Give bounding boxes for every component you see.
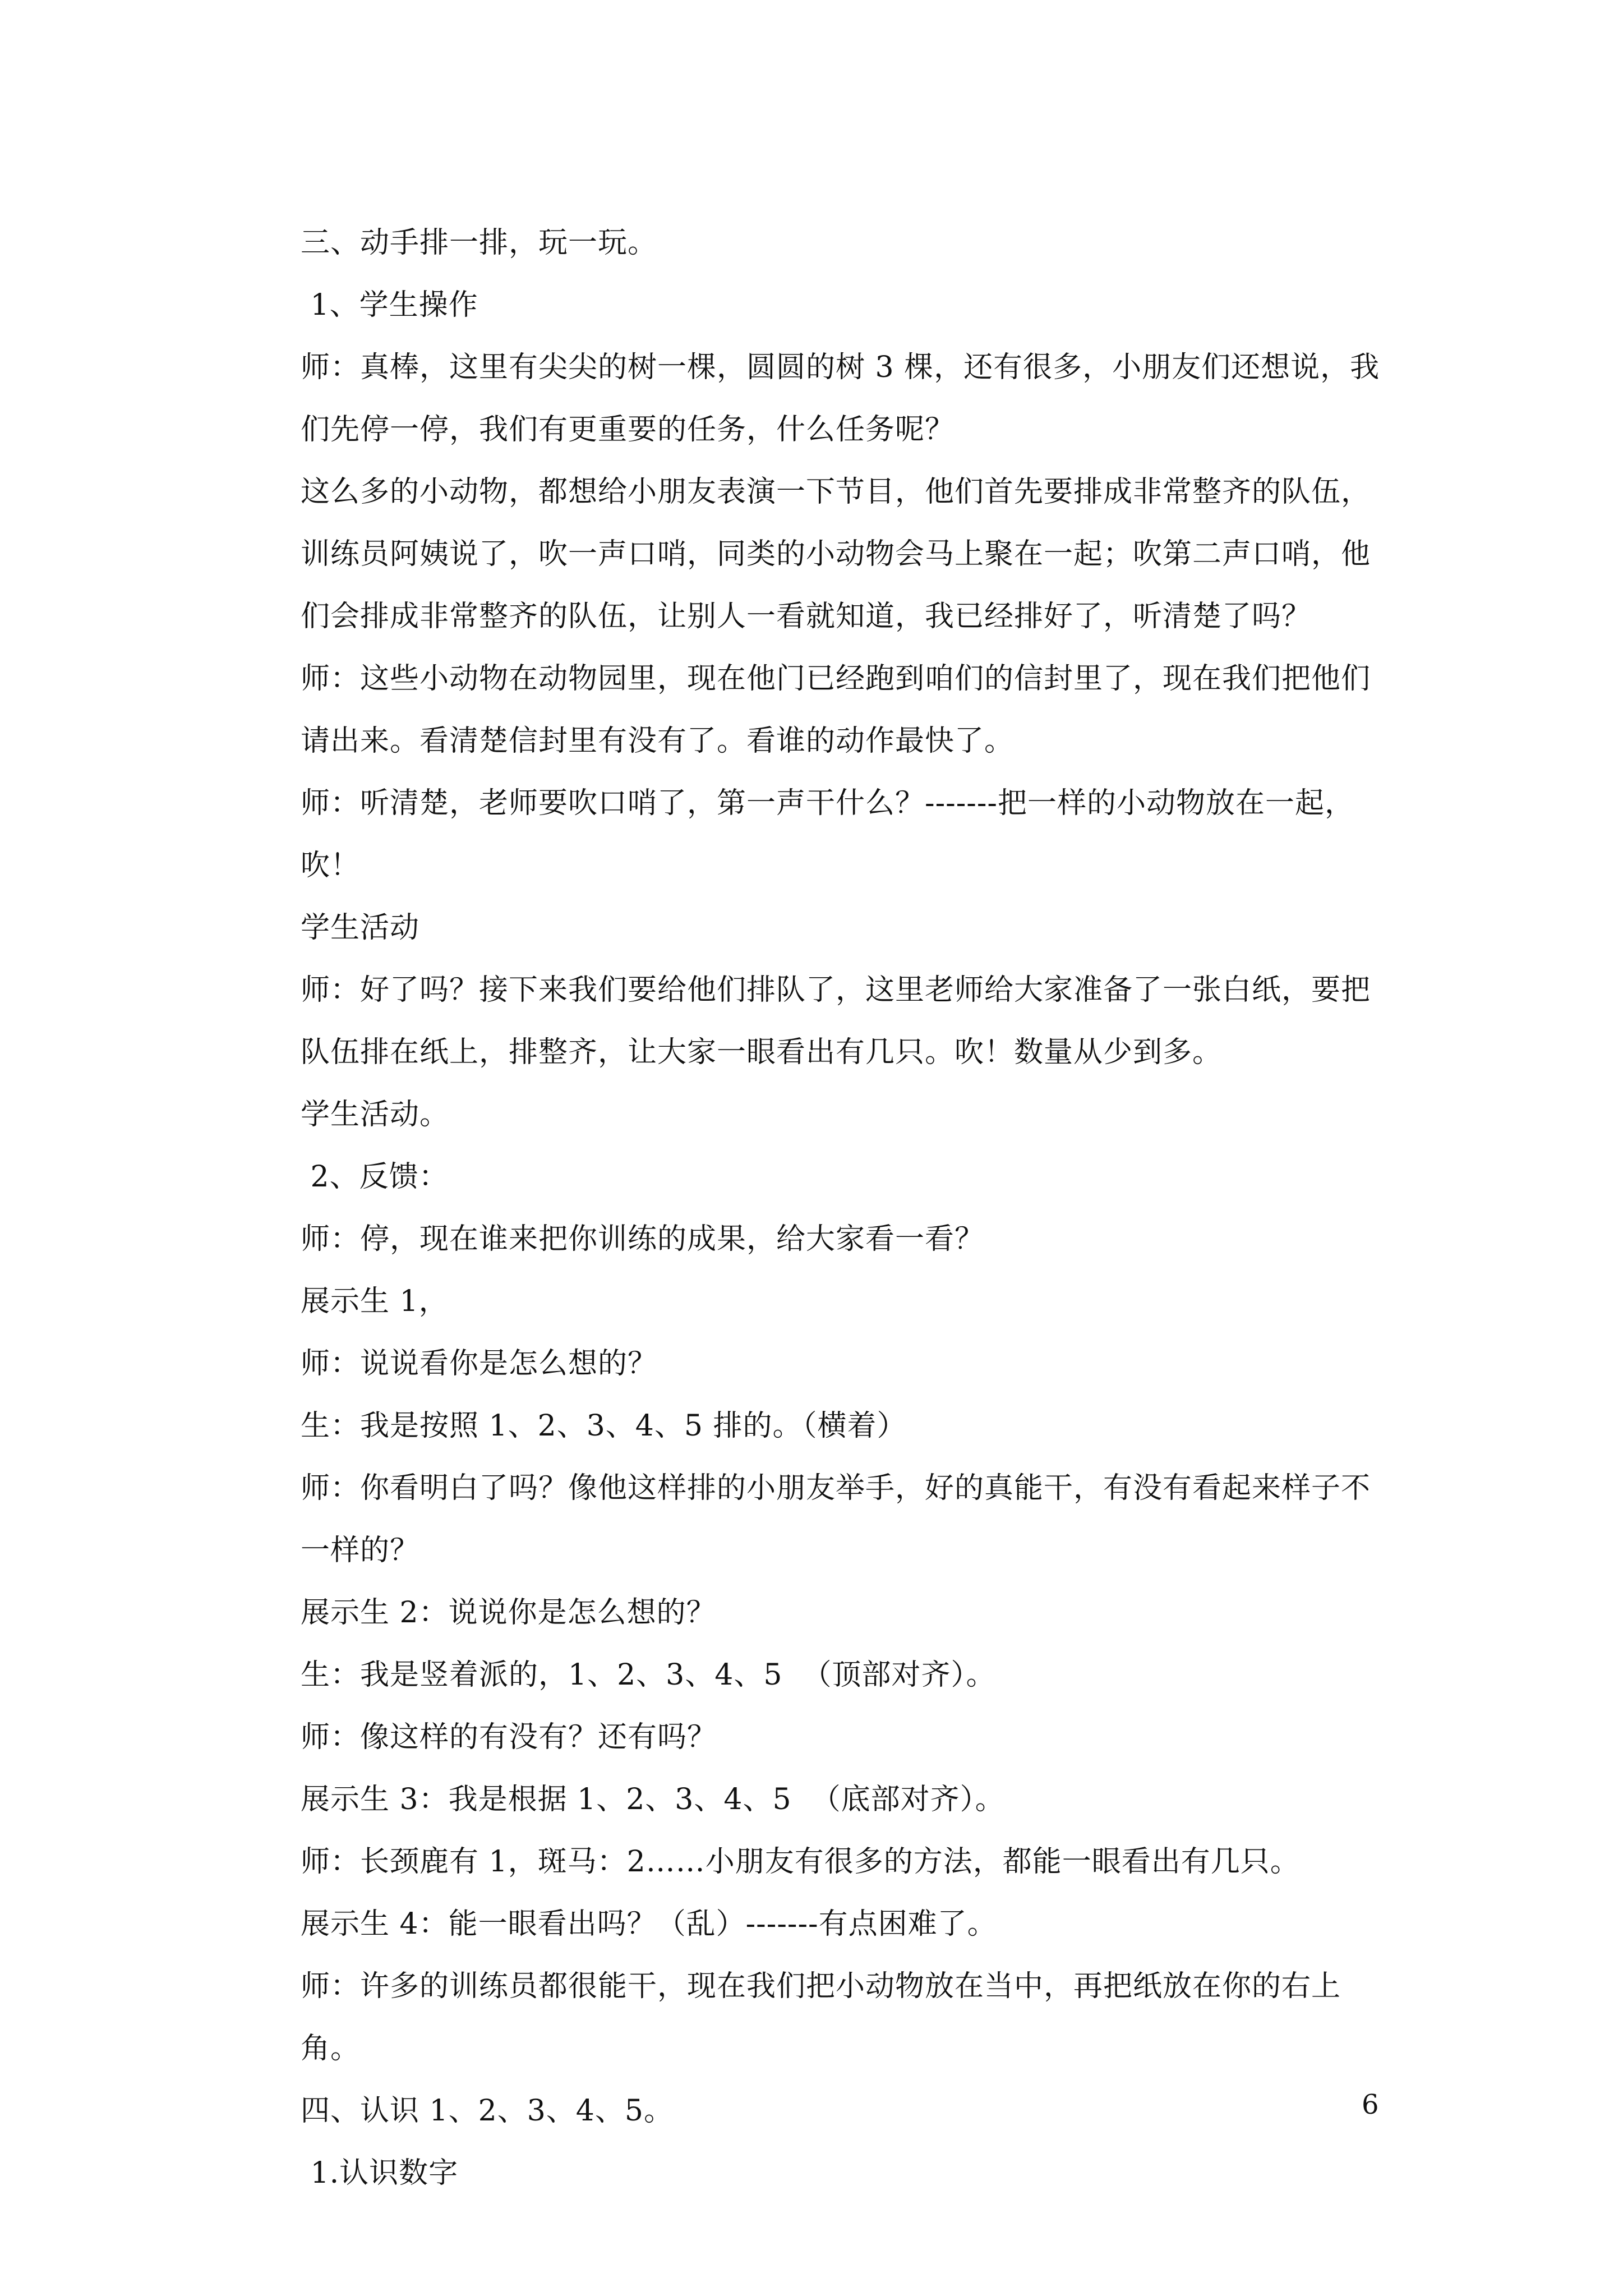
paragraph: 师：好了吗？接下来我们要给他们排队了，这里老师给大家准备了一张白纸，要把队伍排在纸上，排整齐，让大家一眼看出有几只。吹！数量从少到多。 [301,973,1371,1069]
paragraph: 师：像这样的有没有？还有吗？ [301,1720,717,1754]
paragraph: 生：我是按照 1、2、3、4、5 排的。（横着） [301,1409,907,1443]
paragraph: 学生活动 [301,911,420,945]
paragraph: 展示生 3：我是根据 1、2、3、4、5 （底部对齐）。 [301,1783,1005,1816]
paragraph: 展示生 1， [301,1285,449,1318]
paragraph: 师：说说看你是怎么想的？ [301,1347,658,1381]
paragraph: 师：真棒，这里有尖尖的树一棵，圆圆的树 3 棵，还有很多，小朋友们还想说，我们先停一停，我们有更重要的任务，什么任务呢？ [301,351,1380,447]
subheading: 2、反馈： [301,1160,449,1194]
paragraph: 学生活动。 [301,1098,450,1131]
subheading: 1、学生操作 [301,288,478,322]
section-heading: 四、认识 1、2、3、4、5。 [301,2094,674,2128]
paragraph: 这么多的小动物，都想给小朋友表演一下节目，他们首先要排成非常整齐的队伍，训练员阿姨说了，吹一声口哨，同类的小动物会马上聚在一起；吹第二声口哨，他们会排成非常整齐的队伍，让别人一看就知道，我已经排好了，听清楚了吗？ [301,475,1371,633]
paragraph: 师：你看明白了吗？像他这样排的小朋友举手，好的真能干，有没有看起来样子不一样的？ [301,1471,1371,1567]
paragraph: 师：停，现在谁来把你训练的成果，给大家看一看？ [301,1222,985,1256]
paragraph: 生：我是竖着派的，1、2、3、4、5 （顶部对齐）。 [301,1658,996,1692]
paragraph: 展示生 2：说说你是怎么想的？ [301,1596,716,1630]
page-number: 6 [1362,2089,1379,2120]
subheading: 1.认识数字 [301,2156,459,2190]
paragraph: 展示生 4：能一眼看出吗？（乱）-------有点困难了。 [301,1907,997,1941]
paragraph: 师：这些小动物在动物园里，现在他门已经跑到咱们的信封里了，现在我们把他们请出来。看清楚信封里有没有了。看谁的动作最快了。 [301,662,1371,758]
section-heading: 三、动手排一排，玩一玩。 [301,226,658,260]
paragraph: 师：长颈鹿有 1，斑马：2……小朋友有很多的方法，都能一眼看出有几只。 [301,1845,1300,1879]
paragraph: 师：许多的训练员都很能干，现在我们把小动物放在当中，再把纸放在你的右上角。 [301,1970,1341,2065]
document-body [301,212,1389,2205]
paragraph: 师：听清楚，老师要吹口哨了，第一声干什么？-------把一样的小动物放在一起，吹！ [301,786,1354,882]
